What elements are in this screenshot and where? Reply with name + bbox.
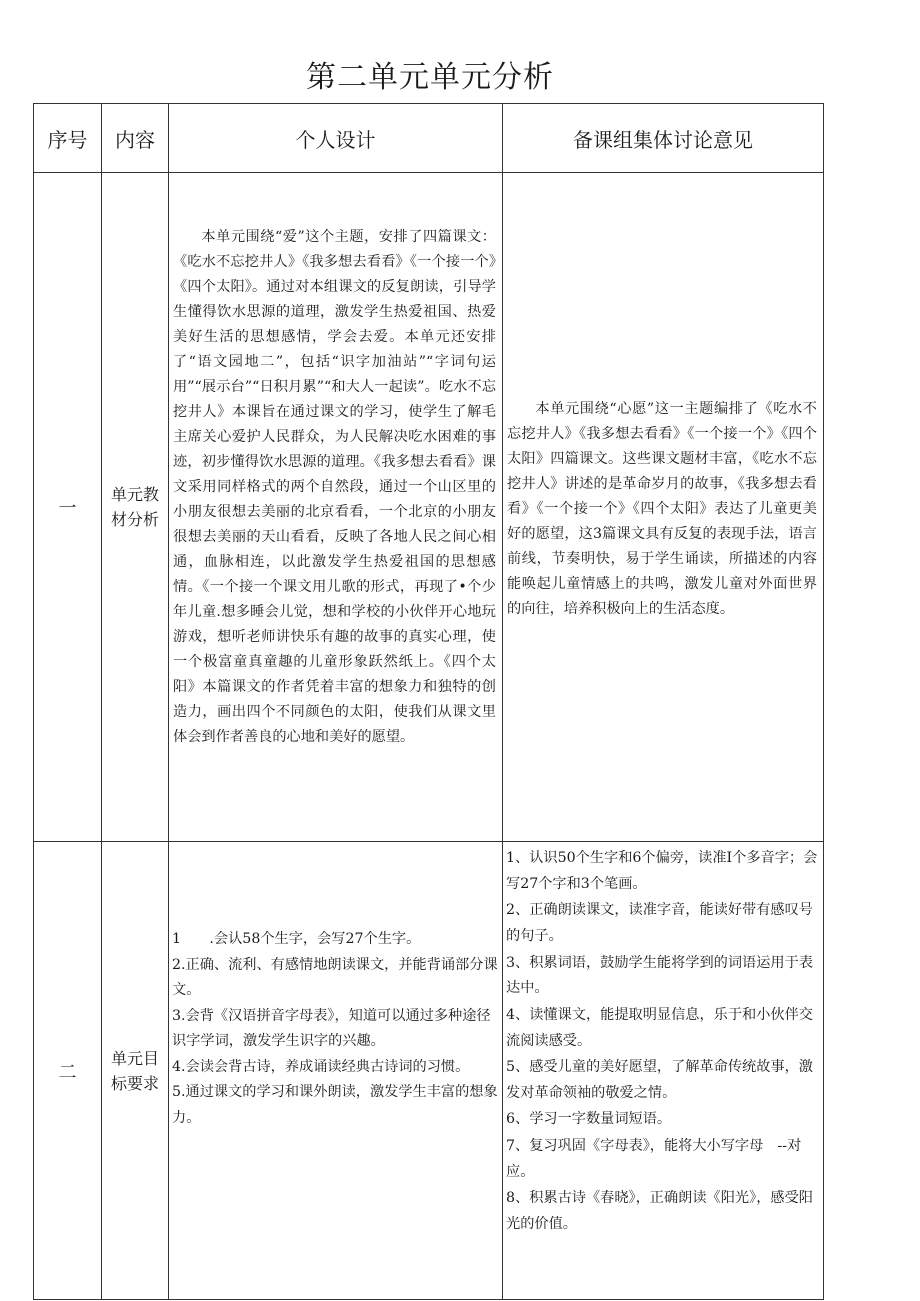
list-item: 3.会背《汉语拼音字母表》，知道可以通过多种途径识字学词，激发学生识字的兴趣。 — [172, 1007, 491, 1049]
list-item: 4.会读会背古诗，养成诵读经典古诗词的习惯。 — [172, 1058, 470, 1075]
row-label: 单元教材分析 — [102, 173, 169, 842]
list-item: 1、认识50个生字和6个偏旁，读准I个多音字；会写27个字和3个笔画。 — [506, 850, 818, 892]
unit-analysis-table — [33, 103, 824, 1300]
row-number: 二 — [34, 842, 102, 1300]
header-group-opinion: 备课组集体讨论意见 — [503, 104, 824, 173]
list-item: 4、读懂课文，能提取明显信息，乐于和小伙伴交流阅读感受。 — [506, 1006, 813, 1049]
personal-goals-list — [169, 842, 503, 1300]
header-personal-design: 个人设计 — [169, 104, 503, 173]
header-row — [34, 104, 824, 173]
list-item: 5、感受儿童的美好愿望，了解革命传统故事，激发对革命领袖的敬爱之情。 — [506, 1059, 813, 1101]
list-item: 7、复习巩固《字母表》，能将大小写字母 --对应。 — [506, 1137, 802, 1180]
row-label: 单元目标要求 — [102, 842, 169, 1300]
list-item: 6、学习一字数量词短语。 — [506, 1111, 672, 1128]
header-content: 内容 — [102, 104, 169, 173]
header-number: 序号 — [34, 104, 102, 173]
table-row — [34, 173, 824, 842]
list-item: 5.通过课文的学习和课外朗读，激发学生丰富的想象力。 — [172, 1084, 498, 1126]
group-opinion-text: 本单元围绕“心愿”这一主题编排了《吃水不忘挖井人》《我多想去看看》《一个接一个》《四个太阳》四篇课文。这些课文题材丰富，《吃水不忘挖井人》讲述的是革命岁月的故事，《我多想去看看》《一个接一个》《四个太阳》表达了儿童更美好的愿望，这3篇课文具有反复的表现手法，语言前线，节奏明快，易于学生诵读，所描述的内容能唤起儿童情感上的共鸣，激发儿童对外面世界的向往，培养积极向上的生活态度。 — [503, 173, 824, 842]
list-item: 2、正确朗读课文，读准字音，能读好带有感叹号的句子。 — [506, 902, 813, 945]
group-goals-list — [503, 842, 824, 1300]
list-item: 2.正确、流利、有感情地朗读课文，并能背诵部分课文。 — [172, 956, 498, 998]
page-title: 第二单元单元分析 — [306, 60, 554, 95]
list-item: 8、积累古诗《春晓》，正确朗读《阳光》，感受阳光的价值。 — [506, 1190, 813, 1232]
list-item: 1 .会认58个生字，会写27个生字。 — [172, 931, 421, 947]
list-item: 3、积累词语，鼓励学生能将学到的词语运用于表达中。 — [506, 954, 813, 997]
table-row — [34, 842, 824, 1300]
row-number: 一 — [34, 173, 102, 842]
personal-design-text: 本单元围绕“爱”这个主题，安排了四篇课文：《吃水不忘挖井人》《我多想去看看》《一个接一个》《四个太阳》。通过对本组课文的反复朗读，引导学生懂得饮水思源的道理，激发学生热爱祖国、热爱美好生活的思想感情，学会去爱。本单元还安排了“语文园地二”，包括“识字加油站”“字词句运用”“展示台”“日积月累”“和大人一起读”。吃水不忘挖井人》本课旨在通过课文的学习，使学生了解毛主席关心爱护人民群众，为人民解决吃水困难的事迹，初步懂得饮水思源的道理。《我多想去看看》课文采用同样格式的两个自然段，通过一个山区里的小朋友很想去美丽的北京看看，一个北京的小朋友很想去美丽的天山看看，反映了各地人民之间心相通，血脉相连，以此激发学生热爱祖国的思想感情。《一个接一个课文用儿歌的形式，再现了•个少年儿童.想多睡会儿觉，想和学校的小伙伴开心地玩游戏，想听老师讲快乐有趣的故事的真实心理，使一个极富童真童趣的儿童形象跃然纸上。《四个太阳》本篇课文的作者凭着丰富的想象力和独特的创造力，画出四个不同颜色的太阳，使我们从课文里体会到作者善良的心地和美好的愿望。 — [169, 173, 503, 842]
